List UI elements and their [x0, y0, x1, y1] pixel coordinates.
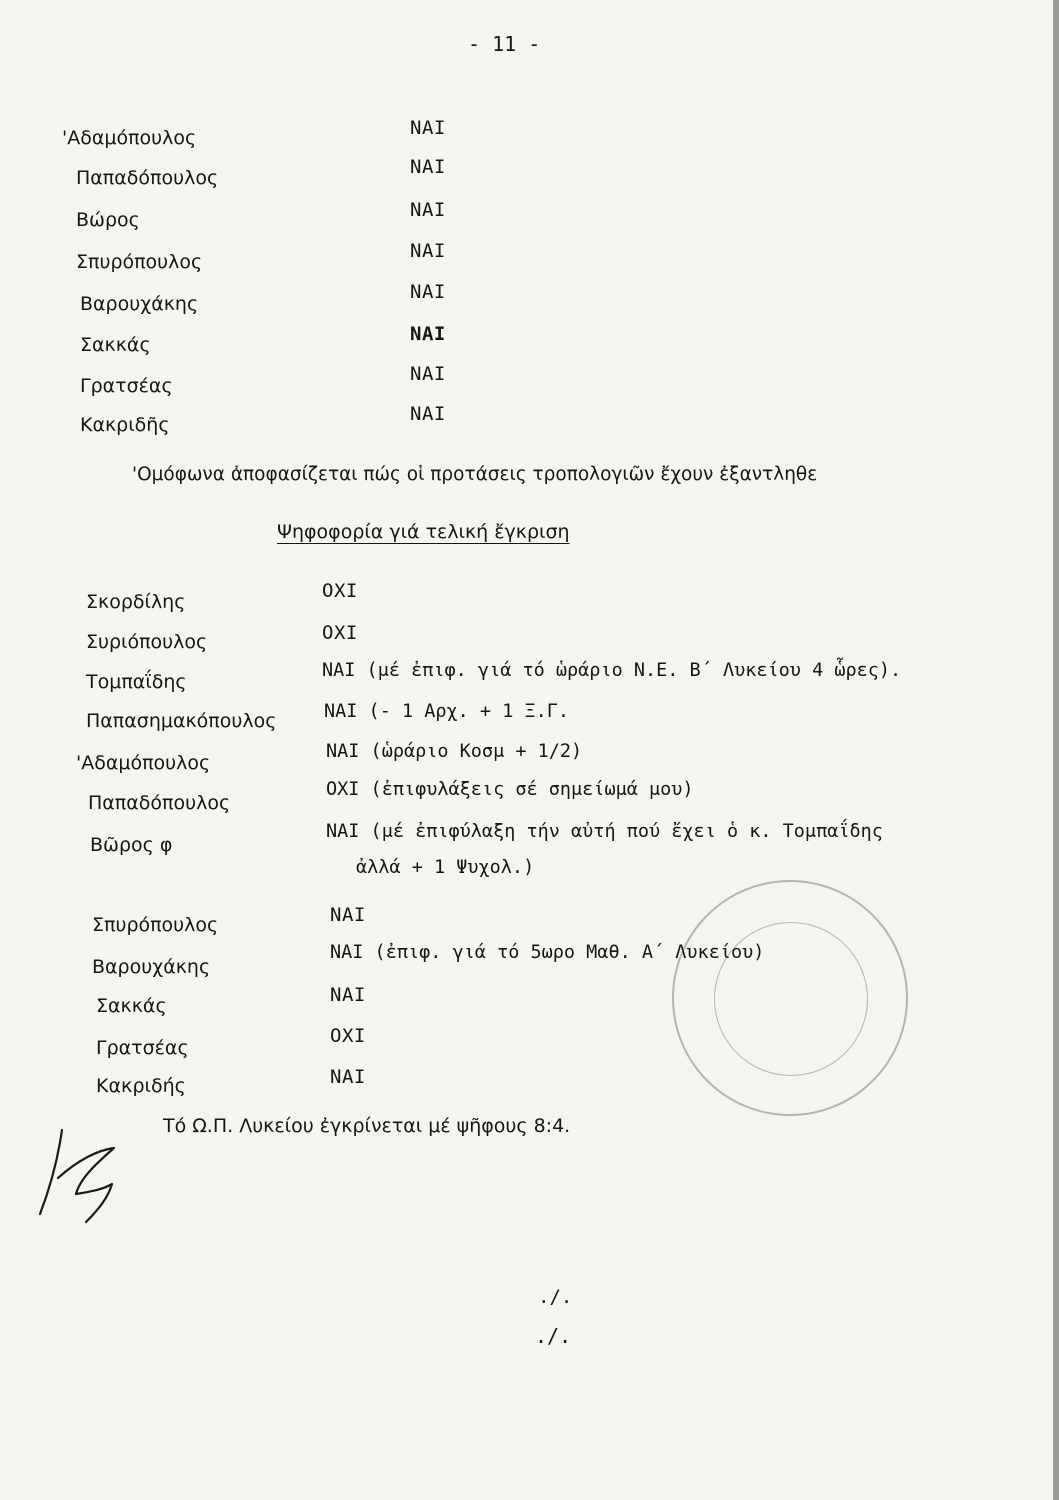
- first-vote-value: ΝΑΙ: [410, 323, 446, 345]
- final-vote-name: Σπυρόπουλος: [92, 914, 219, 936]
- first-vote-value: ΝΑΙ: [410, 281, 446, 303]
- seal-stamp: [672, 880, 908, 1116]
- final-vote-name: Βῶρος φ: [90, 834, 173, 856]
- final-vote-value: ΟΧΙ (ἐπιφυλάξεις σέ σημείωμά μου): [326, 779, 694, 800]
- handwritten-signature: [28, 1118, 138, 1228]
- final-vote-continuation: ἀλλά + 1 Ψυχολ.): [356, 857, 535, 878]
- first-vote-name: Βαρουχάκης: [80, 293, 199, 315]
- first-vote-name: Σπυρόπουλος: [76, 251, 203, 273]
- first-vote-name: Βώρος: [76, 209, 140, 231]
- section-title: Ψηφοφορία γιά τελική ἔγκριση: [277, 521, 570, 543]
- final-vote-value: ΟΧΙ: [330, 1025, 366, 1047]
- final-vote-value: ΝΑΙ (ὡράριο Κοσμ + 1/2): [326, 741, 583, 762]
- final-vote-name: Σκορδίλης: [86, 591, 186, 613]
- final-vote-name: Τομπαΐδης: [86, 671, 187, 693]
- final-vote-name: Παπαδόπουλος: [88, 792, 231, 814]
- final-vote-name: Παπασημακόπουλος: [86, 710, 277, 732]
- final-vote-name: Γρατσέας: [96, 1037, 189, 1059]
- final-vote-name: Σακκάς: [96, 995, 167, 1017]
- final-vote-value: ΝΑΙ (- 1 Αρχ. + 1 Ξ.Γ.: [324, 701, 570, 722]
- first-vote-name: Κακριδῆς: [80, 414, 170, 436]
- final-vote-value: ΝΑΙ (ἐπιφ. γιά τό 5ωρο Μαθ. Α΄ Λυκείου): [330, 942, 765, 963]
- result-statement: Τό Ω.Π. Λυκείου ἐγκρίνεται μέ ψῆφους 8:4.: [163, 1115, 571, 1137]
- final-vote-value: ΝΑΙ: [330, 1066, 366, 1088]
- final-vote-name: 'Αδαμόπουλος: [76, 752, 211, 774]
- final-vote-value: ΟΧΙ: [322, 622, 358, 644]
- first-vote-value: ΝΑΙ: [410, 403, 446, 425]
- first-vote-value: ΝΑΙ: [410, 199, 446, 221]
- first-vote-value: ΝΑΙ: [410, 156, 446, 178]
- final-vote-name: Καкριδής: [96, 1075, 186, 1097]
- final-vote-value: ΝΑΙ (μέ ἐπιφύλαξη τήν αὐτή πού ἔχει ὁ κ. Τομπαΐδης: [326, 821, 883, 842]
- first-vote-name: Σακκάς: [80, 334, 151, 356]
- first-vote-name: Παπαδόπουλος: [76, 167, 219, 189]
- seal-inner-ring: [714, 922, 868, 1076]
- final-vote-value: ΝΑΙ (μέ ἐπιφ. γιά τό ὡράριο Ν.Ε. Β΄ Λυκείου 4 ὧρες).: [322, 660, 902, 681]
- first-vote-value: ΝΑΙ: [410, 240, 446, 262]
- continuation-mark: ./.: [538, 1286, 573, 1308]
- first-vote-name: 'Αδαμόπουλος: [62, 127, 197, 149]
- first-vote-value: ΝΑΙ: [410, 363, 446, 385]
- continuation-mark: ./.: [535, 1324, 572, 1348]
- final-vote-name: Συριόπουλος: [86, 631, 208, 653]
- final-vote-value: ΝΑΙ: [330, 984, 366, 1006]
- final-vote-value: ΝΑΙ: [330, 904, 366, 926]
- page-number: - 11 -: [468, 32, 541, 56]
- final-vote-name: Βαρουχάκης: [92, 956, 211, 978]
- scan-edge: [1053, 0, 1059, 1500]
- first-vote-value: ΝΑΙ: [410, 117, 446, 139]
- final-vote-value: ΟΧΙ: [322, 580, 358, 602]
- unanimous-statement: 'Ομόφωνα ἀποφασίζεται πώς οἱ προτάσεις τροπολογιῶν ἔχουν ἐξαντληθε: [132, 464, 818, 485]
- first-vote-name: Γρατσέας: [80, 375, 173, 397]
